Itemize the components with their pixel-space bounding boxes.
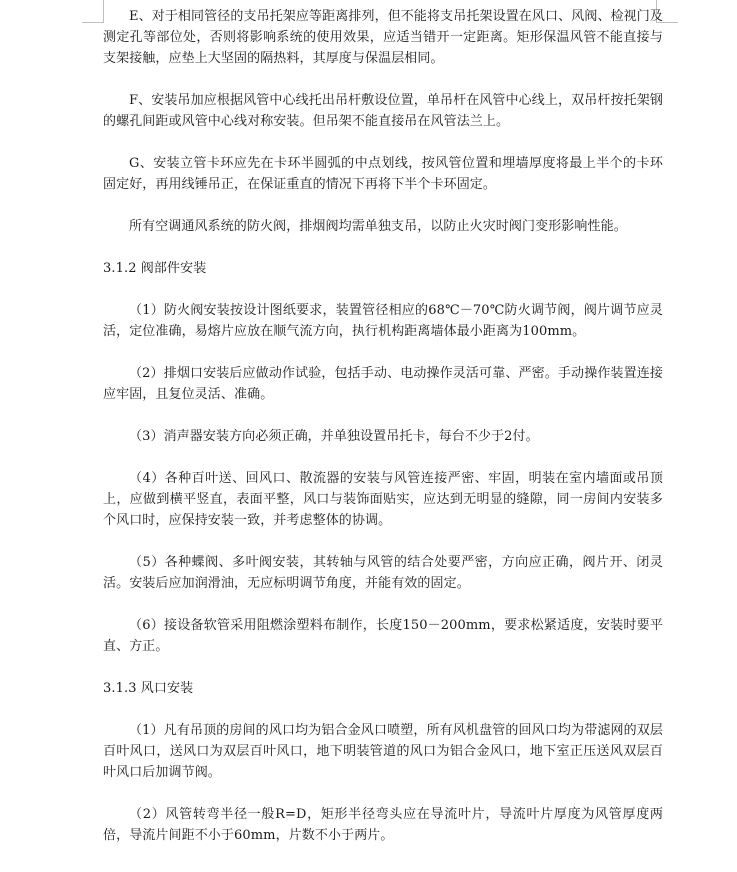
list-item: （6）接设备软管采用阻燃涂塑料布制作，长度150－200mm，要求松紧适度，安装时要平直、方正。	[103, 618, 663, 654]
section-heading-3-1-2: 3.1.2 阀部件安装	[103, 261, 207, 276]
document-body	[103, 6, 663, 867]
paragraph-fire-damper-support: 所有空调通风系统的防火阀，排烟阀均需单独支吊，以防止火灾时阀门变形影响性能。	[129, 219, 627, 234]
paragraph-f: F、安装吊加应根据风管中心线托出吊杆敷设位置，单吊杆在风管中心线上，双吊杆按托架钢的螺孔间距或风管中心线对称安装。但吊架不能直接吊在风管法兰上。	[103, 93, 663, 129]
list-item: （2）排烟口安装后应做动作试验，包括手动、电动操作灵活可靠、严密。手动操作装置连接应牢固，且复位灵活、准确。	[103, 366, 663, 402]
crop-mark-top-left-horizontal	[82, 22, 104, 23]
list-item: （1）防火阀安装按设计图纸要求，装置管径相应的68℃－70℃防火调节阀，阀片调节应灵活，定位准确，易熔片应放在顺气流方向，执行机构距离墙体最小距离为100mm。	[103, 303, 663, 339]
section-heading-3-1-3: 3.1.3 风口安装	[103, 681, 194, 696]
list-item: （4）各种百叶送、回风口、散流器的安装与风管连接严密、牢固，明装在室内墙面或吊顶上，应做到横平竖直，表面平整，风口与装饰面贴实，应达到无明显的缝隙，同一房间内安装多个风口时，应保持安装一致，并考虑整体的协调。	[103, 471, 663, 528]
list-item: （3）消声器安装方向必须正确，并单独设置吊托卡，每台不少于2付。	[129, 429, 539, 444]
list-item: （5）各种蝶阀、多叶阀安装，其转轴与风管的结合处要严密，方向应正确，阀片开、闭灵活。安装后应加润滑油，无应标明调节角度，并能有效的固定。	[103, 555, 663, 591]
paragraph-e: E、对于相同管径的支吊托架应等距离排列，但不能将支吊托架设置在风口、风阀、检视门及测定孔等部位处，否则将影响系统的使用效果，应适当错开一定距离。矩形保温风管不能直接与支架接触，应垫上大坚固的隔热料，其厚度与保温层相同。	[103, 9, 663, 66]
paragraph-g: G、安装立管卡环应先在卡环半圆弧的中点划线，按风管位置和埋墙厚度将最上半个的卡环固定好，再用线锤吊正，在保证重直的情况下再将下半个卡环固定。	[103, 156, 663, 192]
list-item: （2）风管转弯半径一般R=D，矩形半径弯头应在导流叶片，导流叶片厚度为风管厚度两倍，导流片间距不小于60mm，片数不小于两片。	[103, 807, 663, 843]
list-item: （1）凡有吊顶的房间的风口均为铝合金风口喷塑，所有风机盘管的回风口均为带滤网的双层百叶风口，送风口为双层百叶风口，地下明装管道的风口为铝合金风口，地下室正压送风双层百叶风口后加调节阀。	[103, 723, 663, 780]
